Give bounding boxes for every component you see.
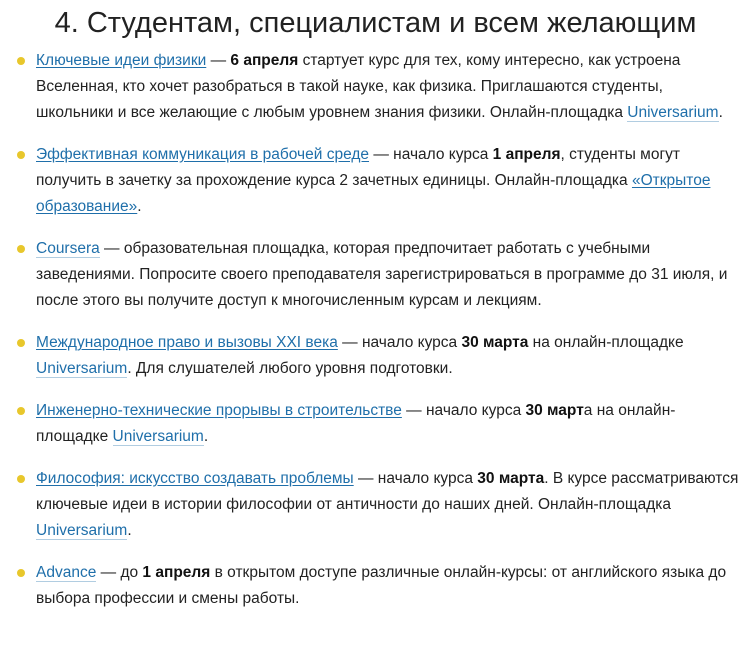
item-text: . [203,428,209,445]
bullet-icon [17,151,25,159]
item-text: стартует курс для тех, кому интересно, как устроена Вселенная, кто хочет разобраться в такой науке, как физика. Приглашаются студенты, школьники и все желающие с любым уровнем знания физики. Онлайн-площадка [36,52,681,121]
list-item-coursera [12,236,739,314]
item-date: 30 марта [477,470,545,487]
item-text: — до [96,564,143,581]
item-date: 30 март [525,402,584,419]
list-item-advance [12,560,739,612]
platform-link-universarium[interactable]: Universarium [112,428,204,445]
course-link-advance[interactable]: Advance [36,564,97,581]
course-link-communication[interactable]: Эффективная коммуникация в рабочей среде [36,146,370,163]
course-list [12,48,739,612]
item-text: в открытом доступе различные онлайн-курсы: от английского языка до выбора профессии и смены работы. [36,564,727,607]
section-heading: 4. Студентам, специалистам и всем желающим [54,7,697,39]
course-link-philosophy[interactable]: Философия: искусство создавать проблемы [36,470,354,487]
item-date: 6 апреля [230,52,299,69]
item-text: — образовательная площадка, которая предпочитает работать с учебными заведениями. Попросите своего преподавателя зарегистрироваться в программе до 31 июля, и после этого вы получите доступ к многочисленным курсам и лекциям. [36,240,728,309]
course-link-international-law[interactable]: Международное право и вызовы XXI века [36,334,338,351]
course-link-engineering[interactable]: Инженерно-технические прорывы в строительстве [36,402,402,419]
item-date: 1 апреля [492,146,561,163]
list-item-engineering [12,398,739,450]
item-text: — начало курса [353,470,478,487]
item-date: 30 марта [461,334,529,351]
item-date: 1 апреля [142,564,211,581]
item-text: . В курсе рассматриваются ключевые идеи в истории философии от античности до наших дней. Онлайн-площадка [36,470,739,513]
bullet-icon [17,569,25,577]
course-link-coursera[interactable]: Coursera [36,240,100,257]
item-text: а на онлайн-площадке [36,402,676,445]
bullet-icon [17,407,25,415]
platform-link-open-education[interactable]: «Открытое образование» [36,172,711,215]
item-text: — [206,52,231,69]
bullet-icon [17,57,25,65]
list-item-communication [12,142,739,220]
item-text: . Для слушателей любого уровня подготовки. [127,360,453,377]
item-text: — начало курса [401,402,526,419]
platform-link-universarium[interactable]: Universarium [36,522,128,539]
bullet-icon [17,245,25,253]
item-text: , студенты могут получить в зачетку за прохождение курса 2 зачетных единицы. Онлайн-площадка [36,146,680,189]
item-text: . [127,522,132,539]
list-item-international-law [12,330,739,382]
item-text: — начало курса [369,146,493,163]
item-text: — начало курса [337,334,462,351]
course-link-physics[interactable]: Ключевые идеи физики [36,52,207,69]
bullet-icon [17,475,25,483]
item-text: на онлайн-площадке [528,334,684,351]
bullet-icon [17,339,25,347]
platform-link-universarium[interactable]: Universarium [627,104,719,121]
platform-link-universarium[interactable]: Universarium [36,360,128,377]
list-item-physics [12,48,739,126]
list-item-philosophy [12,466,739,544]
item-text: . [718,104,723,121]
item-text: . [137,198,142,215]
